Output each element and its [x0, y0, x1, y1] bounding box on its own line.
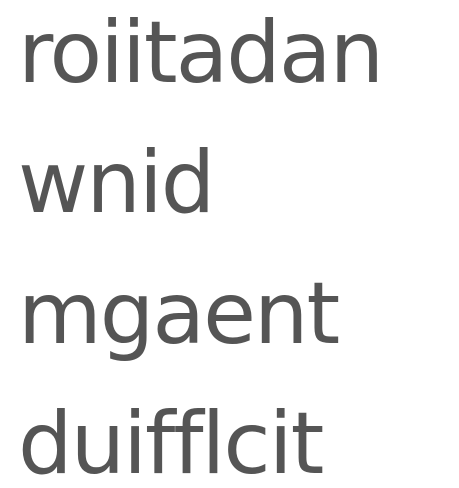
scrambled-word: mgaent	[18, 264, 339, 364]
scrambled-word: roiitadan	[18, 3, 383, 103]
scrambled-word: wnid	[18, 133, 214, 233]
scrambled-word-list	[18, 0, 453, 488]
scrambled-word: duifflcit	[18, 394, 323, 488]
